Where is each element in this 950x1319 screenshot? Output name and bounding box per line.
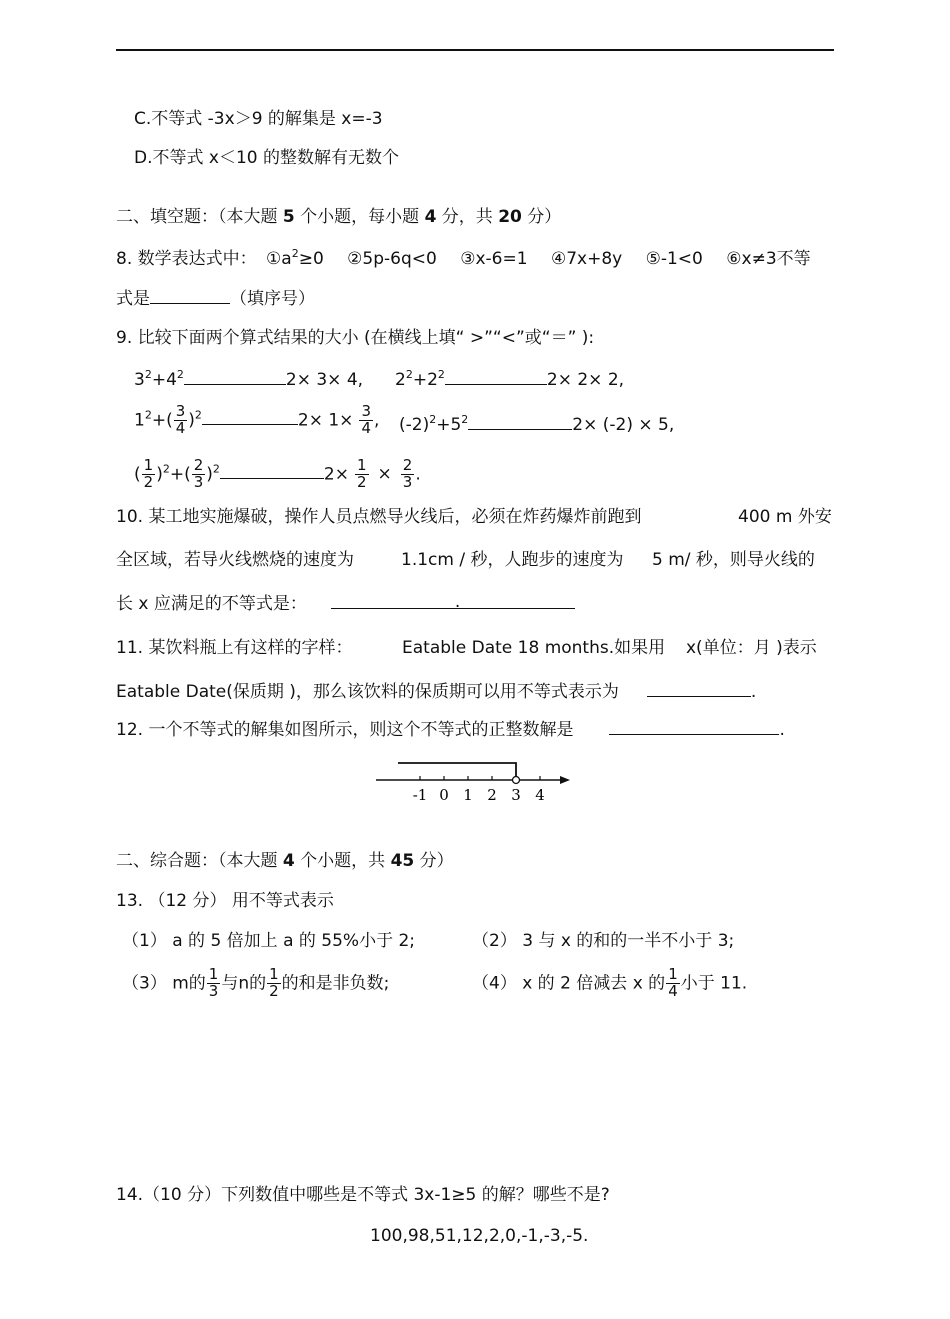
q8-tail: 不等 bbox=[776, 249, 811, 269]
q9-r1b-exp2: 2 bbox=[437, 368, 445, 381]
q9-r2a-comma: , bbox=[373, 410, 380, 431]
q9-r1a-blank[interactable] bbox=[184, 370, 286, 385]
q9-r1a-exp2: 2 bbox=[176, 368, 184, 381]
q11-line1-a: 11. 某饮料瓶上有这样的字样： bbox=[116, 638, 353, 658]
q13-p3-frac2 bbox=[267, 967, 281, 1000]
option-d: D.不等式 x＜10 的整数解有无数个 bbox=[134, 148, 399, 168]
q9-row2-b bbox=[399, 415, 674, 434]
q9-r2b-rhs: 2× (-2) × 5, bbox=[572, 415, 675, 435]
q13-part1: （1） a 的 5 倍加上 a 的 55%小于 2; bbox=[122, 931, 416, 951]
q13-p3-c: 的和是非负数; bbox=[281, 973, 390, 994]
q9-r3-close1: ) bbox=[156, 464, 163, 485]
q9-r3-exp1: 2 bbox=[162, 462, 170, 476]
q9-r1a-exp1: 2 bbox=[144, 368, 152, 381]
q9-row1-b bbox=[395, 370, 624, 389]
q9-r1a-term2: +4 bbox=[151, 370, 177, 390]
q13-p4-a: （4） x 的 2 倍减去 x 的 bbox=[472, 973, 666, 994]
q12-answer-blank[interactable] bbox=[609, 720, 779, 735]
q13-stem: 13. （12 分） 用不等式表示 bbox=[116, 891, 334, 911]
q10-line2-a: 全区域，若导火线燃烧的速度为 bbox=[116, 550, 354, 570]
number-line-labels bbox=[413, 786, 545, 804]
q9-r3-frac2-den: 3 bbox=[193, 472, 204, 491]
q9-r2a-exp2: 2 bbox=[194, 408, 202, 422]
option-c: C.不等式 -3x＞9 的解集是 x=-3 bbox=[134, 109, 383, 129]
q9-r1b-exp1: 2 bbox=[405, 368, 413, 381]
q13-p3-frac1-den: 3 bbox=[208, 981, 219, 1000]
q8-answer-blank[interactable] bbox=[150, 289, 230, 304]
q9-r1b-term1: 2 bbox=[395, 370, 406, 390]
q9-r3-frac3 bbox=[355, 458, 369, 491]
q11-end: . bbox=[750, 682, 757, 702]
q9-r3-period: . bbox=[415, 464, 421, 485]
q9-r1b-term2: +2 bbox=[412, 370, 438, 390]
q9-r3-open2: +( bbox=[169, 464, 191, 485]
q13-p3-b: 与n的 bbox=[221, 973, 267, 994]
q8-expr-1-base: ①a bbox=[266, 249, 292, 269]
q13-p3-frac2-num: 1 bbox=[269, 965, 279, 983]
q9-r3-times: × bbox=[377, 464, 392, 485]
q13-part3 bbox=[122, 967, 389, 1000]
q9-r3-frac3-num: 1 bbox=[356, 456, 367, 474]
q9-r3-frac1 bbox=[142, 458, 156, 491]
q8-expr-4: ④7x+8y bbox=[550, 249, 623, 269]
number-line-figure bbox=[372, 755, 578, 817]
q9-r2a-exp1: 2 bbox=[144, 408, 152, 422]
q11-line2 bbox=[116, 682, 756, 701]
section-fill-prefix: 二、填空题：（本大题 bbox=[116, 207, 283, 227]
q9-r3-frac1-num: 1 bbox=[143, 456, 154, 474]
section-comp-prefix: 二、综合题：（本大题 bbox=[116, 851, 283, 871]
section-comprehensive-heading bbox=[116, 853, 454, 870]
q8-expr-1 bbox=[266, 249, 324, 269]
section-fill-mid1: 个小题，每小题 bbox=[294, 207, 425, 227]
q12-end: . bbox=[779, 720, 785, 740]
q9-r3-rhs: 2× bbox=[323, 464, 349, 485]
q10-line1-a: 10. 某工地实施爆破，操作人员点燃导火线后，必须在炸药爆炸前跑到 bbox=[116, 507, 642, 527]
q9-row3 bbox=[134, 458, 421, 491]
q9-r2a-close: ) bbox=[188, 410, 195, 431]
q9-r1b-blank[interactable] bbox=[445, 370, 547, 385]
q9-r2a-num: 3 bbox=[175, 402, 186, 420]
q9-r3-frac4-num: 2 bbox=[402, 456, 413, 474]
q11-line1-c: x(单位：月 )表示 bbox=[686, 638, 817, 658]
q13-p3-frac1 bbox=[207, 967, 221, 1000]
section-fill-count: 5 bbox=[282, 207, 295, 227]
q8-lead: 8. 数学表达式中： bbox=[116, 249, 257, 269]
q9-r2a-rhs-den: 4 bbox=[361, 418, 371, 437]
q8-line2 bbox=[116, 289, 315, 308]
number-line-label: 2 bbox=[487, 786, 497, 804]
q9-r1b-rhs: 2× 2× 2, bbox=[546, 370, 625, 390]
q8-expr-1-exp: 2 bbox=[291, 247, 299, 260]
q8-expr-6: ⑥x≠3 bbox=[726, 249, 777, 269]
q9-r2b-exp1: 2 bbox=[429, 413, 437, 426]
q13-part4 bbox=[472, 967, 747, 1000]
q9-r2b-blank[interactable] bbox=[468, 415, 572, 430]
q9-r2a-rhs-num: 3 bbox=[361, 402, 371, 420]
q11-line1-b: Eatable Date 18 months.如果用 bbox=[402, 638, 666, 658]
q9-r1a-rhs: 2× 3× 4, bbox=[285, 370, 364, 390]
q14-stem: 14.（10 分）下列数值中哪些是不等式 3x-1≥5 的解？哪些不是? bbox=[116, 1185, 610, 1205]
solution-range-bracket bbox=[398, 763, 516, 780]
q13-p4-frac-num: 1 bbox=[668, 965, 678, 983]
q9-r2a-open: +( bbox=[151, 410, 173, 431]
q9-r3-close2: ) bbox=[206, 464, 213, 485]
q11-line2-text: Eatable Date(保质期 )，那么该饮料的保质期可以用不等式表示为 bbox=[116, 682, 619, 702]
q9-r2b-term2: +5 bbox=[436, 415, 462, 435]
q9-r3-frac1-den: 2 bbox=[143, 472, 154, 491]
q9-row2-a bbox=[134, 404, 379, 437]
number-line-label: 1 bbox=[463, 786, 473, 804]
q10-line1-b: 400 m 外安 bbox=[738, 507, 832, 527]
section-comp-suffix: 分） bbox=[414, 851, 454, 871]
q8-expr-5: ⑤-1<0 bbox=[645, 249, 703, 269]
q13-p4-frac bbox=[666, 967, 680, 1000]
q13-p3-frac2-den: 2 bbox=[269, 981, 279, 1000]
q10-answer-blank[interactable] bbox=[331, 592, 575, 612]
q9-r3-open: ( bbox=[134, 464, 141, 485]
q8-expr-2: ②5p-6q<0 bbox=[347, 249, 437, 269]
q9-r3-frac3-den: 2 bbox=[356, 472, 367, 491]
q13-p4-b: 小于 11. bbox=[680, 973, 748, 994]
number-line-label: -1 bbox=[412, 786, 428, 804]
q9-r3-blank[interactable] bbox=[220, 464, 324, 479]
q12-stem: 12. 一个不等式的解集如图所示，则这个不等式的正整数解是 bbox=[116, 720, 574, 740]
q9-r3-frac4-den: 3 bbox=[402, 472, 413, 491]
q12-line bbox=[116, 720, 785, 739]
section-fill-total: 20 bbox=[498, 207, 522, 227]
q13-part2: （2） 3 与 x 的和的一半不小于 3; bbox=[472, 931, 735, 951]
q8-line2-a: 式是 bbox=[116, 289, 150, 309]
q8-expr-1-rel: ≥0 bbox=[298, 249, 324, 269]
q9-r3-frac4 bbox=[401, 458, 415, 491]
q11-answer-blank[interactable] bbox=[647, 682, 751, 697]
open-endpoint-circle bbox=[513, 777, 520, 784]
q8-line1 bbox=[116, 247, 811, 269]
q9-stem: 9. 比较下面两个算式结果的大小 (在横线上填“ >”“<”或“＝” ): bbox=[116, 328, 595, 348]
q10-line3 bbox=[116, 594, 575, 613]
section-comp-count: 4 bbox=[282, 851, 295, 871]
q10-line3-text: 长 x 应满足的不等式是： bbox=[116, 594, 307, 614]
section-fill-suffix: 分） bbox=[521, 207, 562, 227]
q10-dot: . bbox=[454, 592, 461, 612]
q13-p3-a: （3） m的 bbox=[122, 973, 206, 994]
number-line-arrowhead bbox=[560, 776, 570, 784]
q9-r2b-term1: (-2) bbox=[399, 415, 430, 435]
q14-values: 100,98,51,12,2,0,-1,-3,-5. bbox=[370, 1226, 589, 1246]
q9-r2a-blank[interactable] bbox=[202, 410, 298, 425]
q13-p4-frac-den: 4 bbox=[668, 981, 678, 1000]
q9-r2b-exp2: 2 bbox=[461, 413, 469, 426]
q8-line2-b: （填序号） bbox=[230, 289, 315, 309]
number-line-label: 4 bbox=[535, 786, 545, 804]
number-line-label: 0 bbox=[439, 786, 449, 804]
q9-r3-exp2: 2 bbox=[212, 462, 220, 476]
q10-line2-b: 1.1cm / 秒，人跑步的速度为 bbox=[401, 550, 624, 570]
section-comp-total: 45 bbox=[390, 851, 415, 871]
q9-r3-frac2 bbox=[192, 458, 206, 491]
section-fill-heading bbox=[116, 209, 561, 226]
q10-line2-c: 5 m/ 秒，则导火线的 bbox=[652, 550, 815, 570]
number-line-label: 3 bbox=[511, 786, 521, 804]
top-rule bbox=[116, 49, 834, 51]
q9-r2a-one: 1 bbox=[134, 410, 145, 431]
q9-row1-a bbox=[134, 370, 363, 389]
section-fill-per: 4 bbox=[424, 207, 437, 227]
q9-r2a-rhs-fraction bbox=[359, 404, 373, 437]
section-comp-mid: 个小题，共 bbox=[294, 851, 391, 871]
q9-r1a-term1: 3 bbox=[134, 370, 145, 390]
q9-r3-frac2-num: 2 bbox=[193, 456, 204, 474]
q8-expr-3: ③x-6=1 bbox=[460, 249, 528, 269]
section-fill-mid2: 分，共 bbox=[436, 207, 499, 227]
q9-r2a-rhs: 2× 1× bbox=[297, 410, 354, 431]
q9-r2a-den: 4 bbox=[175, 418, 186, 437]
q9-r2a-fraction bbox=[174, 404, 188, 437]
q13-p3-frac1-num: 1 bbox=[208, 965, 219, 983]
